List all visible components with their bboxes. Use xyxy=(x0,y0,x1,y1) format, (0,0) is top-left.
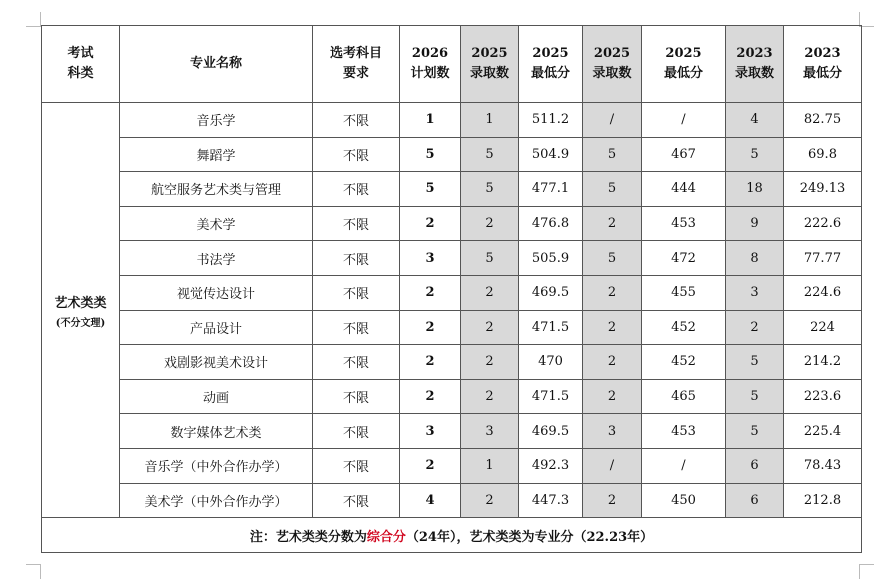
header-min-score-2025-b: 2025 最低分 xyxy=(642,26,726,103)
min-score-2023: 69.8 xyxy=(784,137,862,172)
min-score-2025-b: 450 xyxy=(642,483,726,518)
crop-mark-bottom-left xyxy=(26,564,41,579)
min-score-2025-b: 452 xyxy=(642,345,726,380)
header-subject: 选考科目 要求 xyxy=(313,26,400,103)
major-name: 视觉传达设计 xyxy=(120,275,313,310)
subject-requirement: 不限 xyxy=(313,345,400,380)
min-score-2025-b: / xyxy=(642,448,726,483)
header-plan-2026: 2026 计划数 xyxy=(400,26,461,103)
min-score-2025-a: 511.2 xyxy=(519,103,583,138)
subject-requirement: 不限 xyxy=(313,275,400,310)
plan-2026: 4 xyxy=(400,483,461,518)
footnote xyxy=(42,518,862,553)
table-row xyxy=(42,206,862,241)
major-name: 航空服务艺术类与管理 xyxy=(120,172,313,207)
subject-requirement: 不限 xyxy=(313,414,400,449)
admitted-2023: 8 xyxy=(726,241,784,276)
plan-2026: 3 xyxy=(400,414,461,449)
subject-requirement: 不限 xyxy=(313,379,400,414)
subject-requirement: 不限 xyxy=(313,241,400,276)
table-row xyxy=(42,448,862,483)
admitted-2025-a: 2 xyxy=(461,310,519,345)
min-score-2023: 224 xyxy=(784,310,862,345)
subject-requirement: 不限 xyxy=(313,206,400,241)
min-score-2023: 223.6 xyxy=(784,379,862,414)
major-name: 动画 xyxy=(120,379,313,414)
admitted-2025-b: 2 xyxy=(583,379,642,414)
table-row xyxy=(42,103,862,138)
note-suffix: （24年），艺术类类为专业分（22.23年） xyxy=(405,529,654,545)
admitted-2025-a: 2 xyxy=(461,275,519,310)
major-name: 产品设计 xyxy=(120,310,313,345)
header-category: 考试 科类 xyxy=(42,26,120,103)
min-score-2025-a: 470 xyxy=(519,345,583,380)
plan-2026: 2 xyxy=(400,206,461,241)
min-score-2023: 212.8 xyxy=(784,483,862,518)
major-name: 音乐学 xyxy=(120,103,313,138)
major-name: 舞蹈学 xyxy=(120,137,313,172)
category-main: 艺术类类 xyxy=(54,295,107,311)
major-name: 数字媒体艺术类 xyxy=(120,414,313,449)
admitted-2023: 18 xyxy=(726,172,784,207)
table-row xyxy=(42,345,862,380)
min-score-2025-b: 455 xyxy=(642,275,726,310)
header-admitted-2025-a: 2025 录取数 xyxy=(461,26,519,103)
min-score-2025-b: 467 xyxy=(642,137,726,172)
min-score-2025-a: 476.8 xyxy=(519,206,583,241)
plan-2026: 2 xyxy=(400,275,461,310)
major-name: 戏剧影视美术设计 xyxy=(120,345,313,380)
header-min-score-2025-a: 2025 最低分 xyxy=(519,26,583,103)
admitted-2023: 2 xyxy=(726,310,784,345)
admitted-2023: 6 xyxy=(726,483,784,518)
min-score-2023: 225.4 xyxy=(784,414,862,449)
note-row xyxy=(42,518,862,553)
subject-requirement: 不限 xyxy=(313,310,400,345)
admitted-2023: 5 xyxy=(726,137,784,172)
admitted-2025-b: 2 xyxy=(583,275,642,310)
table-row xyxy=(42,241,862,276)
min-score-2025-b: 453 xyxy=(642,414,726,449)
admitted-2025-a: 5 xyxy=(461,172,519,207)
min-score-2023: 77.77 xyxy=(784,241,862,276)
major-name: 美术学 xyxy=(120,206,313,241)
subject-requirement: 不限 xyxy=(313,103,400,138)
admission-table xyxy=(41,25,862,553)
plan-2026: 3 xyxy=(400,241,461,276)
major-name: 美术学（中外合作办学） xyxy=(120,483,313,518)
admitted-2025-a: 2 xyxy=(461,345,519,380)
min-score-2025-a: 504.9 xyxy=(519,137,583,172)
admitted-2025-a: 2 xyxy=(461,379,519,414)
table-row xyxy=(42,137,862,172)
admitted-2025-b: / xyxy=(583,448,642,483)
admitted-2025-b: 5 xyxy=(583,137,642,172)
min-score-2025-a: 469.5 xyxy=(519,414,583,449)
major-name: 书法学 xyxy=(120,241,313,276)
header-min-score-2023: 2023 最低分 xyxy=(784,26,862,103)
subject-requirement: 不限 xyxy=(313,172,400,207)
table-row xyxy=(42,310,862,345)
admitted-2025-b: 2 xyxy=(583,345,642,380)
min-score-2025-b: 472 xyxy=(642,241,726,276)
admitted-2025-a: 1 xyxy=(461,103,519,138)
admitted-2023: 9 xyxy=(726,206,784,241)
admitted-2025-b: 5 xyxy=(583,172,642,207)
admitted-2025-a: 1 xyxy=(461,448,519,483)
table-row xyxy=(42,275,862,310)
min-score-2023: 82.75 xyxy=(784,103,862,138)
min-score-2023: 214.2 xyxy=(784,345,862,380)
min-score-2025-b: / xyxy=(642,103,726,138)
min-score-2025-a: 471.5 xyxy=(519,310,583,345)
crop-mark-top-left xyxy=(26,12,41,27)
table-row xyxy=(42,483,862,518)
admitted-2025-a: 2 xyxy=(461,483,519,518)
subject-requirement: 不限 xyxy=(313,448,400,483)
plan-2026: 5 xyxy=(400,137,461,172)
plan-2026: 2 xyxy=(400,448,461,483)
min-score-2025-b: 465 xyxy=(642,379,726,414)
header-row xyxy=(42,26,862,103)
plan-2026: 2 xyxy=(400,379,461,414)
table-row xyxy=(42,379,862,414)
min-score-2023: 249.13 xyxy=(784,172,862,207)
crop-mark-bottom-right xyxy=(859,564,874,579)
admitted-2025-b: 2 xyxy=(583,310,642,345)
header-admitted-2023: 2023 录取数 xyxy=(726,26,784,103)
admitted-2023: 5 xyxy=(726,345,784,380)
admitted-2023: 4 xyxy=(726,103,784,138)
min-score-2025-b: 453 xyxy=(642,206,726,241)
min-score-2023: 224.6 xyxy=(784,275,862,310)
plan-2026: 1 xyxy=(400,103,461,138)
min-score-2025-a: 505.9 xyxy=(519,241,583,276)
min-score-2025-a: 471.5 xyxy=(519,379,583,414)
major-name: 音乐学（中外合作办学） xyxy=(120,448,313,483)
admitted-2025-a: 5 xyxy=(461,137,519,172)
subject-requirement: 不限 xyxy=(313,137,400,172)
admitted-2023: 5 xyxy=(726,379,784,414)
admitted-2025-b: / xyxy=(583,103,642,138)
admitted-2023: 3 xyxy=(726,275,784,310)
header-major: 专业名称 xyxy=(120,26,313,103)
min-score-2025-b: 444 xyxy=(642,172,726,207)
min-score-2025-b: 452 xyxy=(642,310,726,345)
category-cell xyxy=(42,103,120,518)
note-highlight: 综合分 xyxy=(366,529,406,545)
subject-requirement: 不限 xyxy=(313,483,400,518)
min-score-2023: 222.6 xyxy=(784,206,862,241)
plan-2026: 2 xyxy=(400,345,461,380)
admitted-2025-a: 3 xyxy=(461,414,519,449)
min-score-2025-a: 477.1 xyxy=(519,172,583,207)
min-score-2023: 78.43 xyxy=(784,448,862,483)
admitted-2025-b: 2 xyxy=(583,206,642,241)
table-row xyxy=(42,414,862,449)
admitted-2025-b: 5 xyxy=(583,241,642,276)
admitted-2023: 6 xyxy=(726,448,784,483)
admitted-2025-b: 3 xyxy=(583,414,642,449)
admitted-2025-a: 5 xyxy=(461,241,519,276)
category-sub: (不分文理) xyxy=(55,317,106,329)
plan-2026: 5 xyxy=(400,172,461,207)
admitted-2025-b: 2 xyxy=(583,483,642,518)
admitted-2023: 5 xyxy=(726,414,784,449)
table-body xyxy=(42,103,862,553)
note-prefix: 注：艺术类类分数为 xyxy=(249,529,367,545)
plan-2026: 2 xyxy=(400,310,461,345)
header-admitted-2025-b: 2025 录取数 xyxy=(583,26,642,103)
min-score-2025-a: 469.5 xyxy=(519,275,583,310)
min-score-2025-a: 447.3 xyxy=(519,483,583,518)
min-score-2025-a: 492.3 xyxy=(519,448,583,483)
table-row xyxy=(42,172,862,207)
admitted-2025-a: 2 xyxy=(461,206,519,241)
